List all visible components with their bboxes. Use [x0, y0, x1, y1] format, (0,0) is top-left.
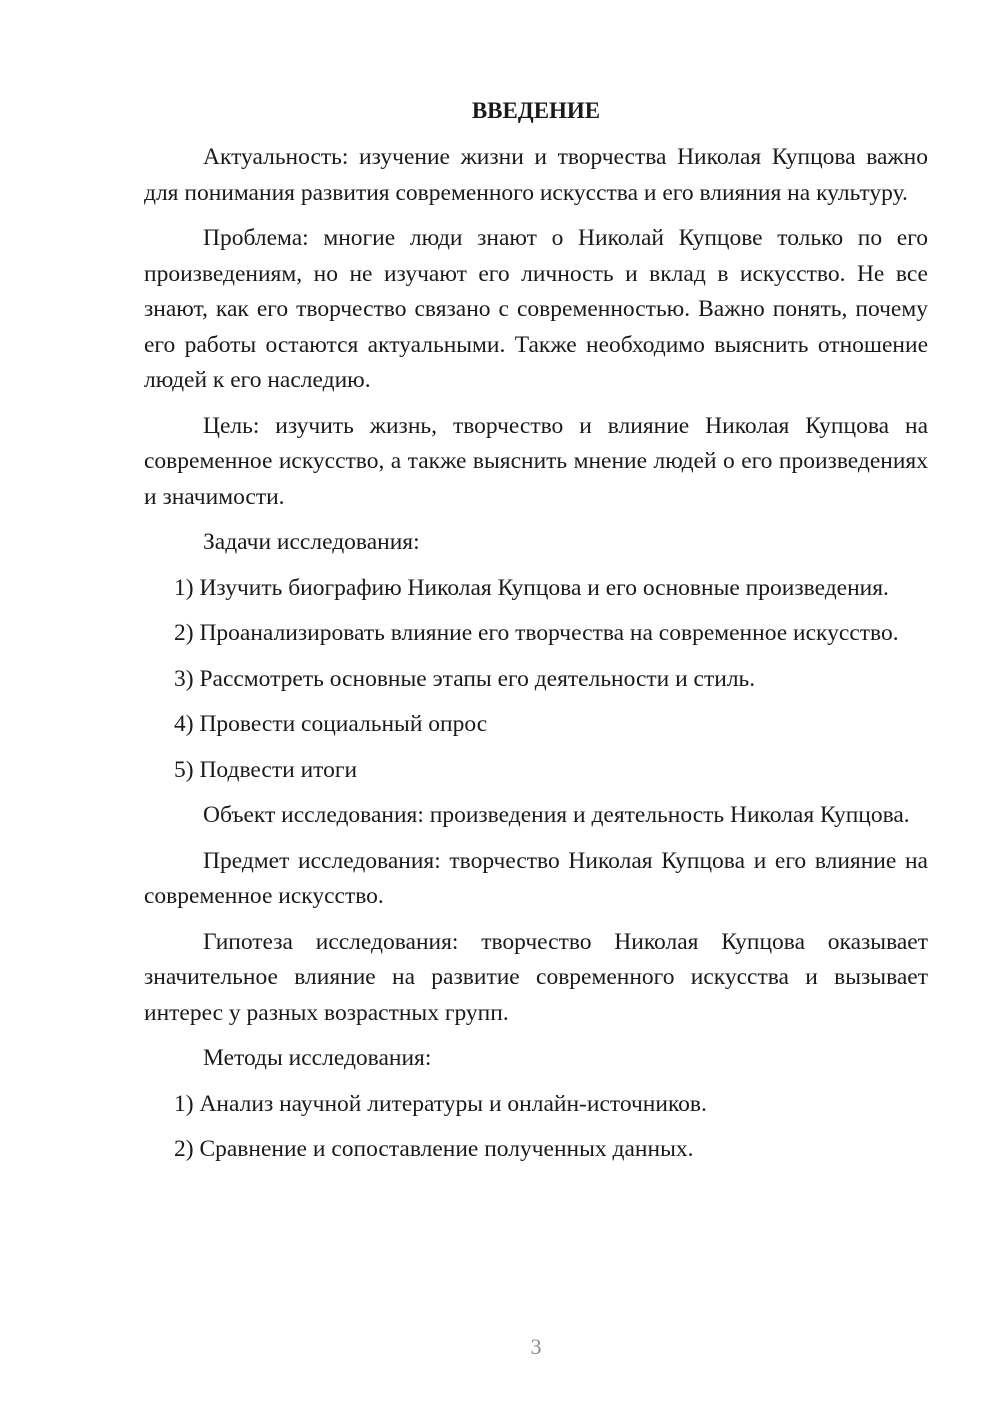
- task-item-1: 1) Изучить биографию Николая Купцова и его основные произведения.: [174, 574, 889, 601]
- method-item-2: 2) Сравнение и сопоставление полученных данных.: [174, 1136, 694, 1162]
- document-page: [144, 92, 928, 1178]
- paragraph-goal: Цель: изучить жизнь, творчество и влияние Николая Купцова на современное искусство, а также выяснить мнение людей о его произведениях и значимости.: [144, 412, 928, 510]
- task-item-3: 3) Рассмотреть основные этапы его деятельности и стиль.: [174, 665, 756, 692]
- paragraph-subject: Предмет исследования: творчество Николая Купцова и его влияние на современное искусство.: [144, 847, 928, 909]
- page-title: ВВЕДЕНИЕ: [471, 98, 601, 123]
- tasks-heading: Задачи исследования:: [203, 529, 420, 555]
- methods-heading: Методы исследования:: [203, 1045, 432, 1071]
- page-number: 3: [530, 1334, 542, 1359]
- method-item-1: 1) Анализ научной литературы и онлайн-источников.: [174, 1090, 707, 1117]
- paragraph-hypothesis: Гипотеза исследования: творчество Николая Купцова оказывает значительное влияние на развитие современного искусства и вызывает интерес у разных возрастных групп.: [144, 928, 928, 1026]
- task-item-2: 2) Проанализировать влияние его творчества на современное искусство.: [174, 620, 899, 646]
- task-item-4: 4) Провести социальный опрос: [174, 711, 488, 737]
- task-item-5: 5) Подвести итоги: [174, 756, 358, 783]
- paragraph-relevance: Актуальность: изучение жизни и творчества Николая Купцова важно для понимания развития современного искусства и его влияния на культуру.: [144, 144, 928, 206]
- paragraph-object: Объект исследования: произведения и деятельность Николая Купцова.: [203, 802, 910, 828]
- paragraph-problem: Проблема: многие люди знают о Николай Купцове только по его произведениям, но не изучают его личность и вклад в искусство. Не все знают, как его творчество связано с современностью. Важно понять, почему его работы остаются актуальными. Также необходимо выяснить отношение людей к его наследию.: [144, 225, 928, 393]
